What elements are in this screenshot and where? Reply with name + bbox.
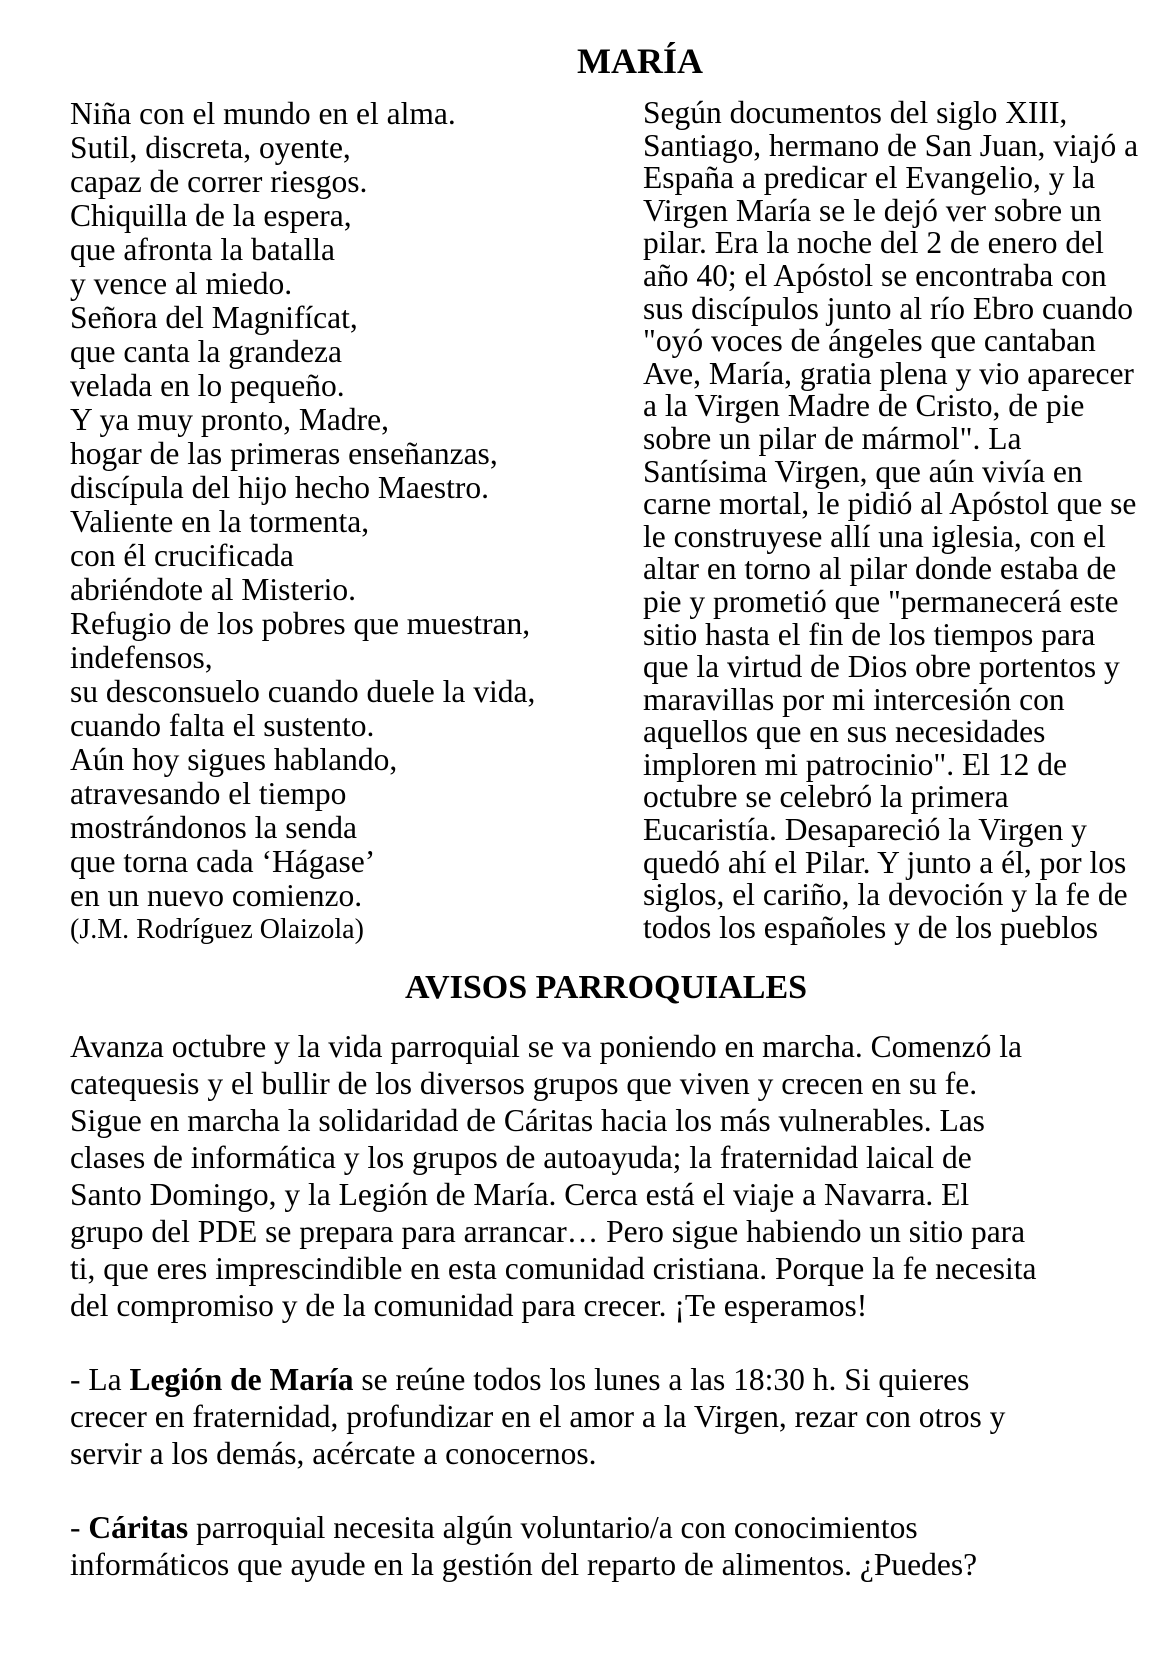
text-segment: año 40; el Apóstol se encontraba con [643, 257, 1107, 293]
text-segment: Eucaristía. Desapareció la Virgen y [643, 812, 1087, 848]
text-segment: sitio hasta el fin de los tiempos para [643, 616, 1096, 652]
text-segment: en un nuevo comienzo. [70, 878, 363, 913]
text-line [70, 335, 535, 369]
text-segment: Sutil, discreta, oyente, [70, 130, 351, 165]
text-segment: mostrándonos la senda [70, 810, 357, 845]
avisos-paragraph-announcements [70, 1028, 1150, 1324]
page-title: MARÍA [577, 41, 703, 81]
text-segment: crecer en fraternidad, profundizar en el amor a la Virgen, rezar con otros y [70, 1399, 1006, 1434]
text-line [643, 518, 1138, 554]
text-line [643, 746, 1138, 782]
text-segment: abriéndote al Misterio. [70, 572, 357, 607]
text-segment: - La [70, 1362, 130, 1397]
text-segment: hogar de las primeras enseñanzas, [70, 436, 498, 471]
bold-text-segment: Cáritas [88, 1510, 189, 1545]
text-line [70, 301, 535, 335]
text-segment: Señora del Magnifícat, [70, 300, 358, 335]
text-segment: parroquial necesita algún voluntario/a con conocimientos [188, 1510, 918, 1545]
text-segment: siglos, el cariño, la devoción y la fe de [643, 877, 1128, 913]
text-line [643, 814, 1138, 847]
avisos-paragraph-caritas [70, 1509, 1150, 1583]
text-line [70, 1287, 1150, 1324]
text-line [643, 616, 1138, 652]
text-segment: España a predicar el Evangelio, y la [643, 160, 1096, 196]
text-line [643, 716, 1138, 749]
section-heading: AVISOS PARROQUIALES [404, 969, 808, 1006]
text-line [70, 1028, 1150, 1065]
text-line [70, 539, 535, 573]
text-segment: sobre un pilar de mármol". La [643, 420, 1022, 456]
text-segment: Aún hoy sigues hablando, [70, 742, 398, 777]
text-line [643, 355, 1138, 391]
text-line [70, 1250, 1150, 1287]
text-segment: octubre se celebró la primera [643, 779, 1009, 815]
text-line [70, 811, 535, 845]
text-line [70, 709, 535, 743]
text-line [70, 1435, 1150, 1472]
text-segment: sus discípulos junto al río Ebro cuando [643, 290, 1133, 326]
text-segment: que canta la grandeza [70, 334, 342, 369]
text-segment: altar en torno al pilar donde estaba de [643, 551, 1117, 587]
text-segment: que torna cada ‘Hágase’ [70, 844, 376, 879]
text-segment: discípula del hijo hecho Maestro. [70, 470, 490, 505]
text-line [70, 1546, 1150, 1583]
article-column [643, 97, 1138, 944]
text-line [643, 553, 1138, 586]
text-segment: Santo Domingo, y la Legión de María. Cerca está el viaje a Navarra. El [70, 1177, 970, 1212]
text-line [643, 325, 1138, 358]
text-line [70, 1361, 1150, 1398]
text-line [643, 453, 1138, 489]
text-line [643, 681, 1138, 717]
text-line [70, 1213, 1150, 1250]
text-line [70, 1398, 1150, 1435]
text-segment: ti, que eres imprescindible en esta comunidad cristiana. Porque la fe necesita [70, 1251, 1037, 1286]
text-line [70, 1102, 1150, 1139]
text-line [643, 781, 1138, 814]
text-line [70, 573, 535, 607]
text-segment: maravillas por mi intercesión con [643, 681, 1065, 717]
poem-column [70, 97, 535, 947]
text-line [70, 675, 535, 709]
text-line [643, 879, 1138, 912]
text-segment: con él crucificada [70, 538, 294, 573]
text-segment: servir a los demás, acércate a conocernos. [70, 1436, 597, 1471]
text-line [70, 879, 535, 913]
text-segment: se reúne todos los lunes a las 18:30 h. Si quieres [353, 1362, 970, 1397]
text-segment: grupo del PDE se prepara para arrancar… Pero sigue habiendo un sitio para [70, 1214, 1026, 1249]
text-line [70, 777, 535, 811]
text-segment: informáticos que ayude en la gestión del reparto de alimentos. ¿Puedes? [70, 1547, 978, 1582]
text-line [70, 165, 535, 199]
text-segment: carne mortal, le pidió al Apóstol que se [643, 486, 1137, 522]
text-line [70, 1139, 1150, 1176]
text-segment: Santiago, hermano de San Juan, viajó a [643, 127, 1139, 163]
text-line [70, 743, 535, 777]
text-segment: a la Virgen Madre de Cristo, de pie [643, 388, 1085, 424]
text-segment: clases de informática y los grupos de autoayuda; la fraternidad laical de [70, 1140, 972, 1175]
text-line [643, 488, 1138, 521]
text-line [70, 199, 535, 233]
text-line [70, 607, 535, 641]
text-line [643, 127, 1139, 163]
text-line [643, 651, 1138, 684]
text-segment: Virgen María se le dejó ver sobre un [643, 192, 1102, 228]
text-line [643, 257, 1138, 293]
text-segment: pilar. Era la noche del 2 de enero del [643, 225, 1104, 261]
text-line [70, 641, 535, 675]
text-segment: del compromiso y de la comunidad para crecer. ¡Te esperamos! [70, 1288, 868, 1323]
text-line [70, 131, 535, 165]
text-segment: Refugio de los pobres que muestran, [70, 606, 531, 641]
text-segment: pie y prometió que "permanecerá este [643, 583, 1119, 619]
text-segment: catequesis y el bullir de los diversos grupos que viven y crecen en su fe. [70, 1066, 978, 1101]
text-segment: atravesando el tiempo [70, 776, 347, 811]
text-line [70, 471, 535, 505]
text-line [643, 162, 1138, 195]
text-line [643, 583, 1138, 619]
bold-text-segment: Legión de María [129, 1362, 354, 1397]
text-segment: aquellos que en sus necesidades [643, 714, 1046, 750]
text-segment: su desconsuelo cuando duele la vida, [70, 674, 536, 709]
text-line [70, 437, 535, 471]
text-segment: "oyó voces de ángeles que cantaban [643, 323, 1096, 359]
poem-attribution: (J.M. Rodríguez Olaizola) [70, 914, 364, 945]
text-segment: que afronta la batalla [70, 232, 335, 267]
text-line [643, 192, 1138, 228]
text-segment: Y ya muy pronto, Madre, [70, 402, 390, 437]
text-segment: quedó ahí el Pilar. Y junto a él, por los [643, 844, 1127, 880]
text-segment: velada en lo pequeño. [70, 368, 345, 403]
text-segment: capaz de correr riesgos. [70, 164, 368, 199]
text-line [70, 97, 535, 131]
text-line [643, 420, 1138, 456]
text-line [70, 1509, 1150, 1546]
text-segment: Valiente en la tormenta, [70, 504, 370, 539]
text-line [70, 845, 535, 879]
text-line [643, 390, 1138, 423]
text-line [70, 403, 535, 437]
text-segment: cuando falta el sustento. [70, 708, 375, 743]
avisos-paragraph-legion-de-maria [70, 1361, 1150, 1472]
text-segment: imploren mi patrocinio". El 12 de [643, 746, 1068, 782]
text-line [70, 1176, 1150, 1213]
text-line [643, 290, 1138, 326]
text-segment: Santísima Virgen, que aún vivía en [643, 453, 1083, 489]
text-segment: - [70, 1510, 89, 1545]
text-segment: que la virtud de Dios obre portentos y [643, 649, 1120, 685]
text-line [70, 1065, 1150, 1102]
text-line [70, 505, 535, 539]
text-line [643, 909, 1138, 945]
text-segment: le construyese allí una iglesia, con el [643, 518, 1106, 554]
text-line [643, 227, 1138, 260]
text-segment: Chiquilla de la espera, [70, 198, 352, 233]
text-line [70, 369, 535, 403]
text-line [643, 97, 1138, 130]
text-segment: y vence al miedo. [70, 266, 293, 301]
text-line [70, 267, 535, 301]
text-line [643, 844, 1138, 880]
text-segment: Ave, María, gratia plena y vio aparecer [643, 355, 1134, 391]
text-segment: Niña con el mundo en el alma. [70, 96, 456, 131]
text-segment: todos los españoles y de los pueblos [643, 909, 1098, 945]
text-segment: indefensos, [70, 640, 213, 675]
text-segment: Sigue en marcha la solidaridad de Cáritas hacia los más vulnerables. Las [70, 1103, 985, 1138]
text-segment: Avanza octubre y la vida parroquial se va poniendo en marcha. Comenzó la [70, 1029, 1022, 1064]
text-segment: Según documentos del siglo XIII, [643, 95, 1068, 130]
text-line [70, 233, 535, 267]
